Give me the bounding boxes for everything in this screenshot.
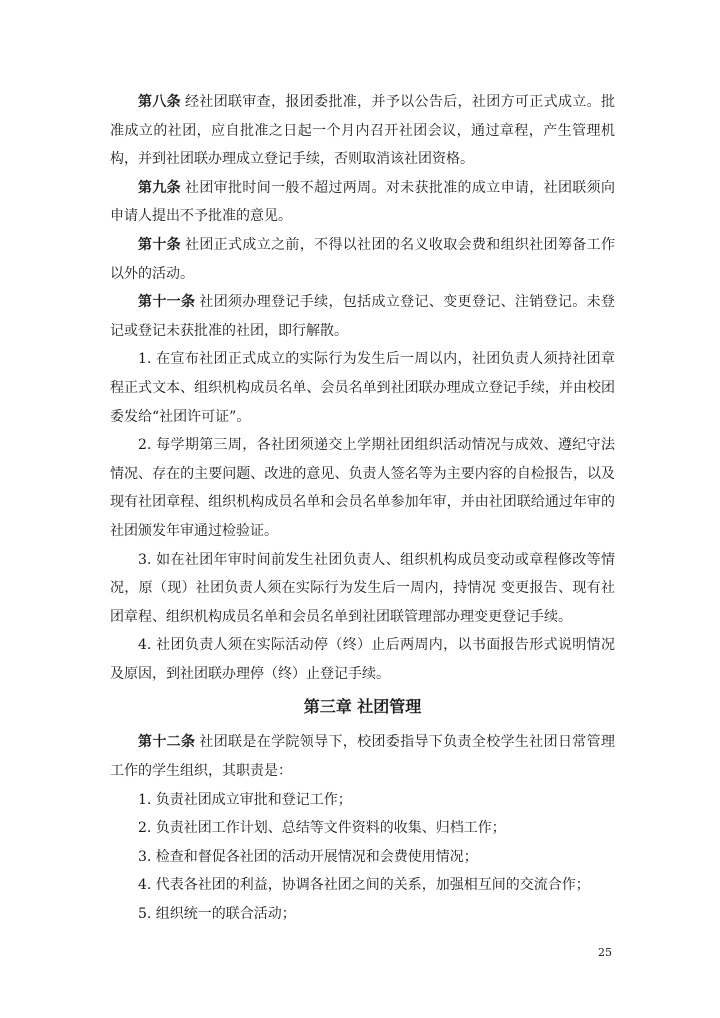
- article-heading: 第八条: [138, 94, 182, 110]
- list-item: 2. 每学期第三周，各社团须递交上学期社团组织活动情况与成效、遵纪守法情况、存在的主要问题、改进的意见、负责人签名等为主要内容的自检报告，以及现有社团章程、组织机构成员名单和会员名单参加年审，并由社团联给通过年审的社团颁发年审通过检验证。: [110, 437, 615, 539]
- article-text: 社团须办理登记手续，包括成立登记、变更登记、注销登记。未登记或登记未获批准的社团，即行解散。: [110, 294, 615, 339]
- article-heading: 第九条: [138, 179, 182, 196]
- article-10: [110, 231, 615, 288]
- article-9: [110, 174, 615, 231]
- list-item: 3. 如在社团年审时间前发生社团负责人、组织机构成员变动或章程修改等情况，原（现）社团负责人须在实际行为发生后一周内，持情况 变更报告、现有社团章程、组织机构成员名单和会员名单到社团联管理部办理变更登记手续。: [110, 551, 615, 625]
- article-heading: 第十一条: [138, 294, 196, 311]
- list-item: 4. 社团负责人须在实际活动停（终）止后两周内，以书面报告形式说明情况及原因，到社团联办理停（终）止登记手续。: [110, 637, 615, 682]
- list-item: 2. 负责社团工作计划、总结等文件资料的收集、归档工作；: [138, 820, 506, 837]
- list-item: 5. 组织统一的联合活动；: [138, 906, 296, 923]
- page-content: [110, 88, 615, 929]
- article-12: [110, 728, 615, 785]
- chapter-title: 第三章 社团管理: [303, 697, 422, 717]
- list-item: 1. 负责社团成立审批和登记工作；: [138, 791, 352, 808]
- article-heading: 第十二条: [138, 734, 196, 751]
- article-11: [110, 288, 615, 345]
- article-text: 经社团联审查，报团委批准，并予以公告后，社团方可正式成立。批准成立的社团，应自批准之日起一个月内召开社团会议，通过章程，产生管理机构，并到社团联办理成立登记手续，否则取消该社团资格。: [110, 94, 615, 168]
- article-text: 社团正式成立之前，不得以社团的名义收取会费和组织社团筹备工作以外的活动。: [110, 236, 615, 282]
- article-text: 社团审批时间一般不超过两周。对未获批准的成立申请，社团联须向申请人提出不予批准的意见。: [110, 179, 615, 225]
- article-heading: 第十条: [138, 236, 182, 253]
- list-item: 1. 在宣布社团正式成立的实际行为发生后一周以内，社团负责人须持社团章程正式文本、组织机构成员名单、会员名单到社团联办理成立登记手续，并由校团委发给“社团许可证”。: [110, 351, 615, 425]
- list-item: 3. 检查和督促各社团的活动开展情况和会费使用情况；: [138, 848, 478, 865]
- article-text: 社团联是在学院领导下，校团委指导下负责全校学生社团日常管理工作的学生组织，其职责是：: [110, 734, 615, 780]
- page-number: 25: [598, 946, 612, 959]
- article-8: [110, 88, 615, 174]
- list-item: 4. 代表各社团的利益，协调各社团之间的关系，加强相互间的交流合作；: [138, 877, 590, 894]
